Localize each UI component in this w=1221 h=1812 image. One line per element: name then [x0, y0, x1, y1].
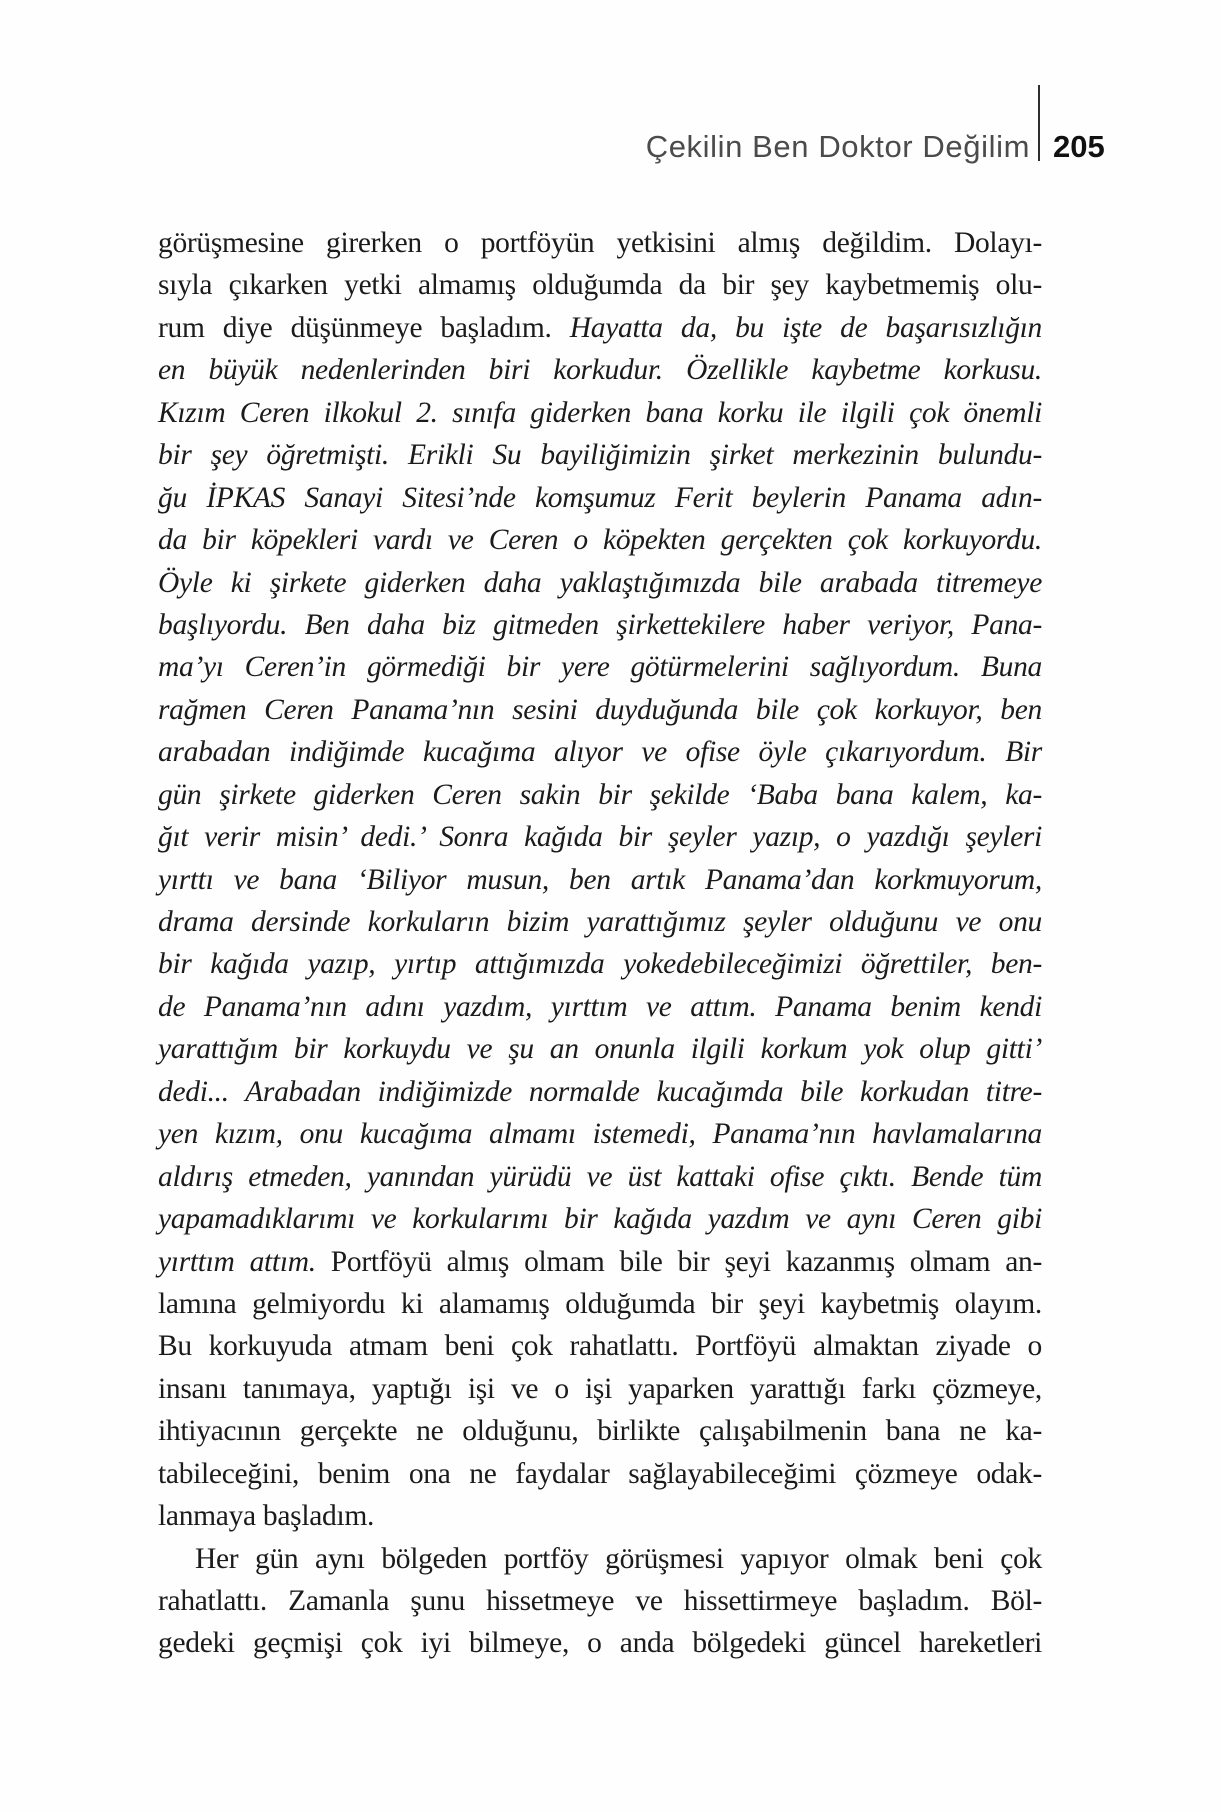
body-text	[158, 222, 1042, 1665]
text-line	[158, 519, 1042, 561]
regular-text-run: lanmaya başladım.	[158, 1500, 375, 1533]
text-line	[158, 1198, 1042, 1240]
text-line	[158, 1622, 1042, 1664]
italic-text-run: yırttı ve bana ‘Biliyor musun, ben artık Panama’dan korkmuyorum,	[158, 863, 1042, 896]
text-line	[158, 222, 1042, 264]
text-line	[158, 689, 1042, 731]
text-line	[158, 943, 1042, 985]
italic-text-run: gün şirkete giderken Ceren sakin bir şekilde ‘Baba bana kalem, ka-	[158, 778, 1042, 811]
text-line	[158, 1325, 1042, 1367]
regular-text-run: tabileceğini, benim ona ne faydalar sağlayabileceğimi çözmeye odak-	[158, 1457, 1042, 1490]
regular-text-run: Her gün aynı bölgeden portföy görüşmesi yapıyor olmak beni çok	[195, 1542, 1042, 1575]
italic-text-run: ma’yı Ceren’in görmediği bir yere götürmelerini sağlıyordum. Buna	[158, 651, 1042, 684]
text-line	[158, 731, 1042, 773]
regular-text-run: insanı tanımaya, yaptığı işi ve o işi yaparken yarattığı farkı çözmeye,	[158, 1372, 1042, 1405]
text-line	[158, 1538, 1042, 1580]
italic-text-run: dedi... Arabadan indiğimizde normalde kucağımda bile korkudan titre-	[158, 1075, 1042, 1108]
italic-text-run: bir kağıda yazıp, yırtıp attığımızda yokedebileceğimizi öğrettiler, ben-	[158, 948, 1042, 981]
text-line	[158, 859, 1042, 901]
italic-text-run: arabadan indiğimde kucağıma alıyor ve ofise öyle çıkarıyordum. Bir	[158, 736, 1042, 769]
text-line	[158, 1410, 1042, 1452]
regular-text-run: Portföyü almış olmam bile bir şeyi kazanmış olmam an-	[315, 1245, 1043, 1278]
italic-text-run: ğıt verir misin’ dedi.’ Sonra kağıda bir şeyler yazıp, o yazdığı şeyleri	[158, 821, 1042, 854]
regular-text-run: görüşmesine girerken o portföyün yetkisini almış değildim. Dolayı-	[158, 227, 1042, 259]
text-line	[158, 1028, 1042, 1070]
italic-text-run: rağmen Ceren Panama’nın sesini duyduğunda bile çok korkuyor, ben	[158, 693, 1042, 726]
text-line	[158, 477, 1042, 519]
italic-text-run: Öyle ki şirkete giderken daha yaklaştığımızda bile arabada titremeye	[158, 566, 1042, 599]
text-line	[158, 646, 1042, 688]
text-line	[158, 986, 1042, 1028]
text-line	[158, 1241, 1042, 1283]
italic-text-run: aldırış etmeden, yanından yürüdü ve üst kattaki ofise çıktı. Bende tüm	[158, 1160, 1042, 1193]
text-line	[158, 1283, 1042, 1325]
text-line	[158, 392, 1042, 434]
regular-text-run: lamına gelmiyordu ki alamamış olduğumda bir şeyi kaybetmiş olayım.	[158, 1287, 1042, 1320]
italic-text-run: yarattığım bir korkuydu ve şu an onunla ilgili korkum yok olup gitti’	[158, 1033, 1042, 1066]
text-line	[158, 264, 1042, 306]
italic-text-run: bir şey öğretmişti. Erikli Su bayiliğimizin şirket merkezinin bulundu-	[158, 439, 1042, 472]
text-line	[158, 434, 1042, 476]
italic-text-run: yapamadıklarımı ve korkularımı bir kağıda yazdım ve aynı Ceren gibi	[158, 1203, 1042, 1236]
running-header-title: Çekilin Ben Doktor Değilim	[645, 129, 1030, 164]
text-line	[158, 1453, 1042, 1495]
text-line	[158, 816, 1042, 858]
italic-text-run: drama dersinde korkuların bizim yarattığımız şeyler olduğunu ve onu	[158, 906, 1042, 938]
italic-text-run: yırttım attım.	[158, 1245, 316, 1278]
italic-text-run: da bir köpekleri vardı ve Ceren o köpekten gerçekten çok korkuyordu.	[158, 524, 1042, 557]
text-line	[158, 1580, 1042, 1622]
text-line	[158, 1113, 1042, 1155]
text-line	[158, 1495, 1042, 1537]
italic-text-run: Kızım Ceren ilkokul 2. sınıfa giderken bana korku ile ilgili çok önemli	[158, 396, 1042, 429]
italic-text-run: yen kızım, onu kucağıma almamı istemedi, Panama’nın havlamalarına	[158, 1118, 1042, 1151]
text-line	[158, 1156, 1042, 1198]
text-line	[158, 349, 1042, 391]
regular-text-run: sıyla çıkarken yetki almamış olduğumda da bir şey kaybetmemiş olu-	[158, 269, 1042, 302]
text-line	[158, 774, 1042, 816]
regular-text-run: rum diye düşünmeye başladım.	[158, 311, 570, 344]
text-line	[158, 604, 1042, 646]
italic-text-run: başlıyordu. Ben daha biz gitmeden şirkettekilere haber veriyor, Pana-	[158, 608, 1042, 641]
italic-text-run: en büyük nedenlerinden biri korkudur. Özellikle kaybetme korkusu.	[158, 354, 1042, 387]
text-line	[158, 901, 1042, 943]
regular-text-run: ihtiyacının gerçekte ne olduğunu, birlikte çalışabilmenin bana ne ka-	[158, 1415, 1042, 1448]
regular-text-run: rahatlattı. Zamanla şunu hissetmeye ve hissettirmeye başladım. Böl-	[158, 1585, 1042, 1617]
italic-text-run: Hayatta da, bu işte de başarısızlığın	[569, 311, 1042, 344]
header-divider-rule	[1038, 85, 1040, 161]
page-number: 205	[1053, 129, 1105, 164]
text-line	[158, 307, 1042, 349]
text-line	[158, 1071, 1042, 1113]
italic-text-run: de Panama’nın adını yazdım, yırttım ve attım. Panama benim kendi	[158, 990, 1042, 1023]
regular-text-run: gedeki geçmişi çok iyi bilmeye, o anda bölgedeki güncel hareketleri	[158, 1627, 1042, 1660]
text-line	[158, 562, 1042, 604]
text-line	[158, 1368, 1042, 1410]
regular-text-run: Bu korkuyuda atmam beni çok rahatlattı. Portföyü almaktan ziyade o	[158, 1330, 1042, 1363]
italic-text-run: ğu İPKAS Sanayi Sitesi’nde komşumuz Ferit beylerin Panama adın-	[158, 481, 1042, 514]
